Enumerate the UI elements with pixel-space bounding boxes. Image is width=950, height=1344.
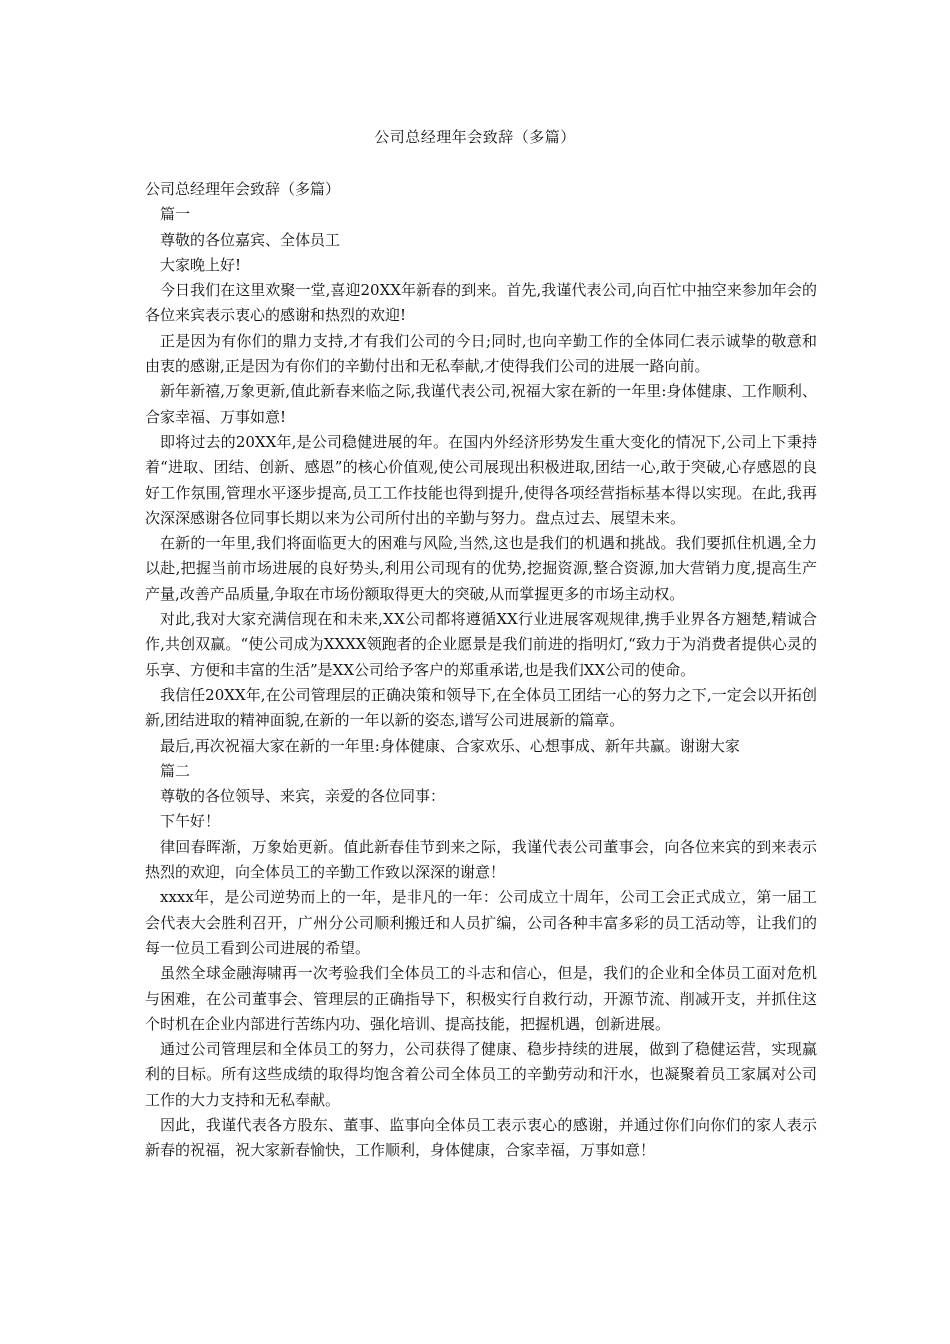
salutation: 尊敬的各位领导、来宾，亲爱的各位同事： — [160, 787, 446, 806]
paragraph: 新年新禧,万象更新,值此新春来临之际,我谨代表公司,祝福大家在新的一年里:身体健康、工作顺利、合家幸福、万事如意! — [145, 382, 817, 426]
paragraph: 即将过去的20XX年,是公司稳健进展的年。在国内外经济形势发生重大变化的情况下,公司上下秉持着“进取、团结、创新、感恩”的核心价值观,使公司展现出积极进取,团结一心,敢于突破,心存感恩的良好工作氛围,管理水平逐步提高,员工工作技能也得到提升,使得各项经营指标基本得以实现。在此,我再次深深感谢各位同事长期以来为公司所付出的辛勤与努力。盘点过去、展望未来。 — [145, 432, 817, 527]
greeting: 下午好！ — [160, 812, 221, 831]
paragraph: 正是因为有你们的鼎力支持,才有我们公司的今日;同时,也向辛勤工作的全体同仁表示诚挚的敬意和由衷的感谢,正是因为有你们的辛勤付出和无私奉献,才使得我们公司的进展一路向前。 — [145, 331, 817, 376]
document-subtitle: 公司总经理年会致辞（多篇） — [145, 180, 341, 198]
paragraph: 虽然全球金融海啸再一次考验我们全体员工的斗志和信心，但是，我们的企业和全体员工面对危机与困难，在公司董事会、管理层的正确指导下，积极实行自救行动，开源节流、削减开支，并抓住这个时机在企业内部进行苦练内功、强化培训、提高技能，把握机遇，创新进展。 — [145, 964, 817, 1033]
paragraph: 对此,我对大家充满信现在和未来,ⅩX公司都将遵循XX行业进展客观规律,携手业界各方翘楚,精诚合作,共创双赢。“使公司成为XXXX领跑者的企业愿景是我们前进的指明灯,“致力于为消费者提供心灵的乐享、方便和丰富的生活”是XX公司给予客户的郑重承诺,也是我们XX公司的使命。 — [145, 610, 817, 679]
salutation: 尊敬的各位嘉宾、全体员工 — [160, 230, 341, 249]
section-heading-1: 篇一 — [160, 205, 191, 224]
document-body — [145, 177, 817, 1164]
document-title: 公司总经理年会致辞（多篇） — [374, 128, 576, 146]
section-heading-2: 篇二 — [160, 761, 191, 780]
paragraph: xxxx年，是公司逆势而上的一年，是非凡的一年：公司成立十周年，公司工会正式成立，第一届工会代表大会胜利召开，广州分公司顺利搬迁和人员扩编，公司各种丰富多彩的员工活动等，让我们的每一位员工看到公司进展的希望。 — [145, 888, 817, 957]
paragraph: 通过公司管理层和全体员工的努力，公司获得了健康、稳步持续的进展，做到了稳健运营，实现赢利的目标。所有这些成绩的取得均饱含着公司全体员工的辛勤劳动和汗水，也凝聚着员工家属对公司工作的大力支持和无私奉献。 — [145, 1040, 817, 1109]
paragraph: 因此，我谨代表各方股东、董事、监事向全体员工表示衷心的感谢，并通过你们向你们的家人表示新春的祝福，祝大家新春愉快，工作顺利，身体健康，合家幸福，万事如意！ — [145, 1115, 817, 1160]
paragraph: 我信任20XⅩ年,在公司管理层的正确决策和领导下,在全体员工团结一心的努力之下,一定会以开拓创新,团结进取的精神面貌,在新的一年以新的姿态,谱写公司进展新的篇章。 — [145, 685, 817, 730]
paragraph: 今日我们在这里欢聚一堂,喜迎20XX年新春的到来。首先,我谨代表公司,向百忙中抽空来参加年会的各位来宾表示衷心的感谢和热烈的欢迎! — [145, 281, 817, 325]
greeting: 大家晚上好! — [160, 255, 242, 274]
paragraph: 最后,再次祝福大家在新的一年里:身体健康、合家欢乐、心想事成、新年共赢。谢谢大家 — [160, 736, 740, 755]
paragraph: 律回春晖渐，万象始更新。值此新春佳节到来之际，我谨代表公司董事会，向各位来宾的到来表示热烈的欢迎，向全体员工的辛勤工作致以深深的谢意！ — [145, 837, 817, 882]
paragraph: 在新的一年里,我们将面临更大的困难与风险,当然,这也是我们的机遇和挑战。我们要抓住机遇,全力以赴,把握当前市场进展的良好势头,利用公司现有的优势,挖掘资源,整合资源,加大营销力度,提高生产产量,改善产品质量,争取在市场份额取得更大的突破,从而掌握更多的市场主动权。 — [145, 534, 817, 603]
